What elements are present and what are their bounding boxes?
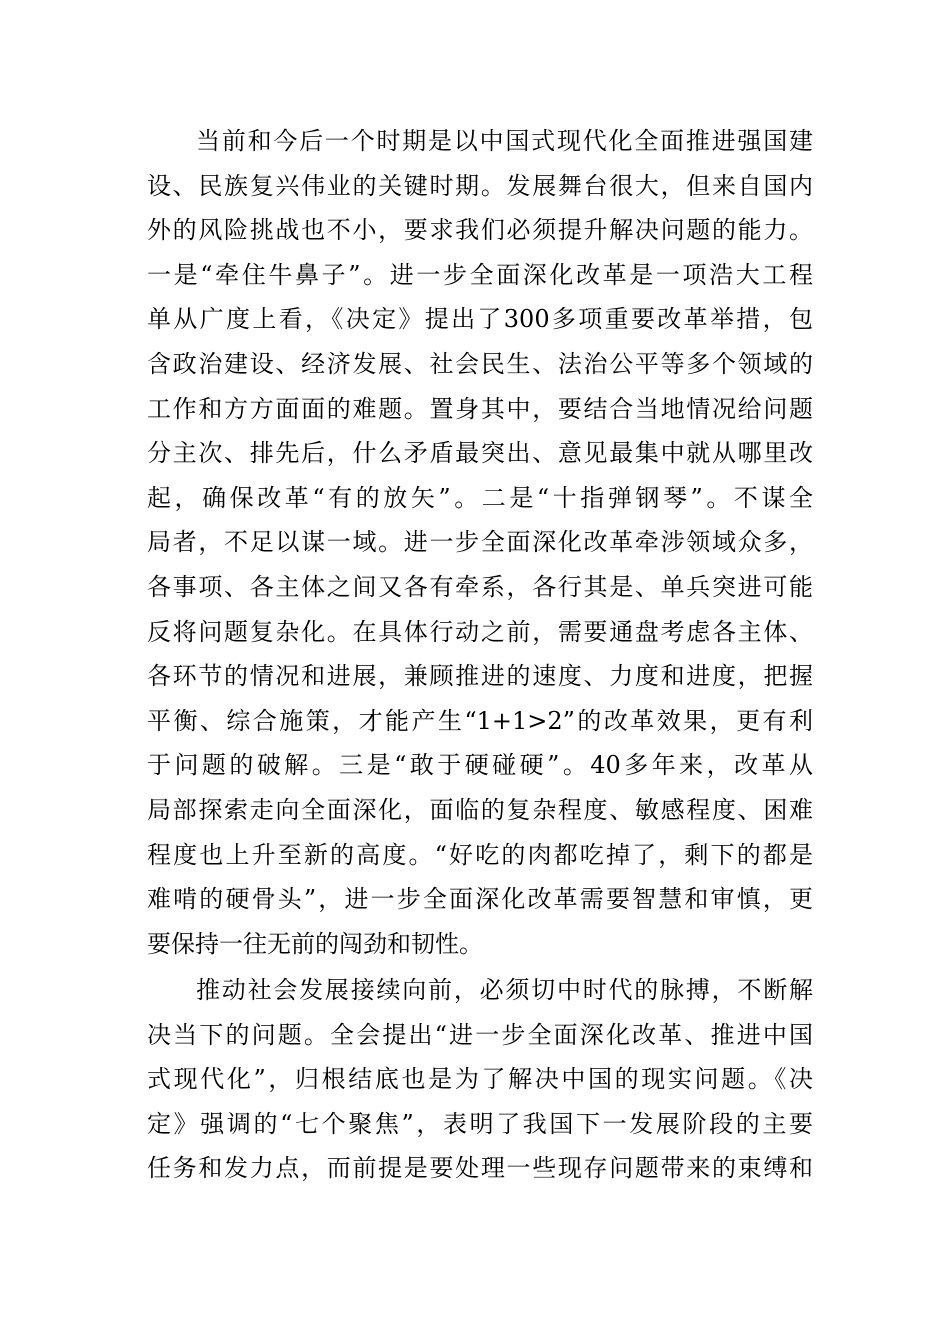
paragraph-line: 设、民族复兴伟业的关键时期。发展舞台很大，但来自国内 xyxy=(147,171,813,200)
paragraph-line: 于问题的破解。三是“敢于硬碰硬”。40多年来，改革从 xyxy=(147,751,813,780)
paragraph-line: 决当下的问题。全会提出“进一步全面深化改革、推进中国 xyxy=(147,1020,813,1049)
paragraph-line: 各环节的情况和进展，兼顾推进的速度、力度和进度，把握 xyxy=(147,662,813,691)
paragraph-1 xyxy=(147,119,813,966)
paragraph-line: 平衡、综合施策，才能产生“1+1>2”的改革效果，更有利 xyxy=(147,706,813,735)
paragraph-line: 任务和发力点，而前提是要处理一些现存问题带来的束缚和 xyxy=(147,1154,813,1183)
paragraph-line: 起，确保改革“有的放矢”。二是“十指弹钢琴”。不谋全 xyxy=(147,483,813,512)
paragraph-line: 程度也上升至新的高度。“好吃的肉都吃掉了，剩下的都是 xyxy=(147,840,813,869)
paragraph-line: 反将问题复杂化。在具体行动之前，需要通盘考虑各主体、 xyxy=(147,617,813,646)
paragraph-2 xyxy=(147,968,813,1191)
paragraph-line: 含政治建设、经济发展、社会民生、法治公平等多个领域的 xyxy=(147,349,813,378)
paragraph-line: 单从广度上看，《决定》提出了300多项重要改革举措，包 xyxy=(147,305,813,334)
paragraph-line: 要保持一往无前的闯劲和韧性。 xyxy=(147,929,483,958)
paragraph-line: 外的风险挑战也不小，要求我们必须提升解决问题的能力。 xyxy=(147,216,813,245)
paragraph-line: 局者，不足以谋一域。进一步全面深化改革牵涉领域众多， xyxy=(147,528,813,557)
paragraph-line: 推动社会发展接续向前，必须切中时代的脉搏，不断解 xyxy=(196,976,813,1004)
paragraph-line: 工作和方方面面的难题。置身其中，要结合当地情况给问题 xyxy=(147,394,813,423)
paragraph-line: 当前和今后一个时期是以中国式现代化全面推进强国建 xyxy=(196,127,813,155)
paragraph-line: 局部探索走向全面深化，面临的复杂程度、敏感程度、困难 xyxy=(147,795,813,824)
paragraph-line: 一是“牵住牛鼻子”。进一步全面深化改革是一项浩大工程 xyxy=(147,260,813,289)
paragraph-line: 分主次、排先后，什么矛盾最突出、意见最集中就从哪里改 xyxy=(147,439,813,468)
paragraph-line: 定》强调的“七个聚焦”，表明了我国下一发展阶段的主要 xyxy=(147,1109,813,1138)
paragraph-line: 各事项、各主体之间又各有牵系，各行其是、单兵突进可能 xyxy=(147,572,813,601)
paragraph-line: 式现代化”，归根结底也是为了解决中国的现实问题。《决 xyxy=(147,1065,813,1094)
paragraph-line: 难啃的硬骨头”，进一步全面深化改革需要智慧和审慎，更 xyxy=(147,885,813,914)
